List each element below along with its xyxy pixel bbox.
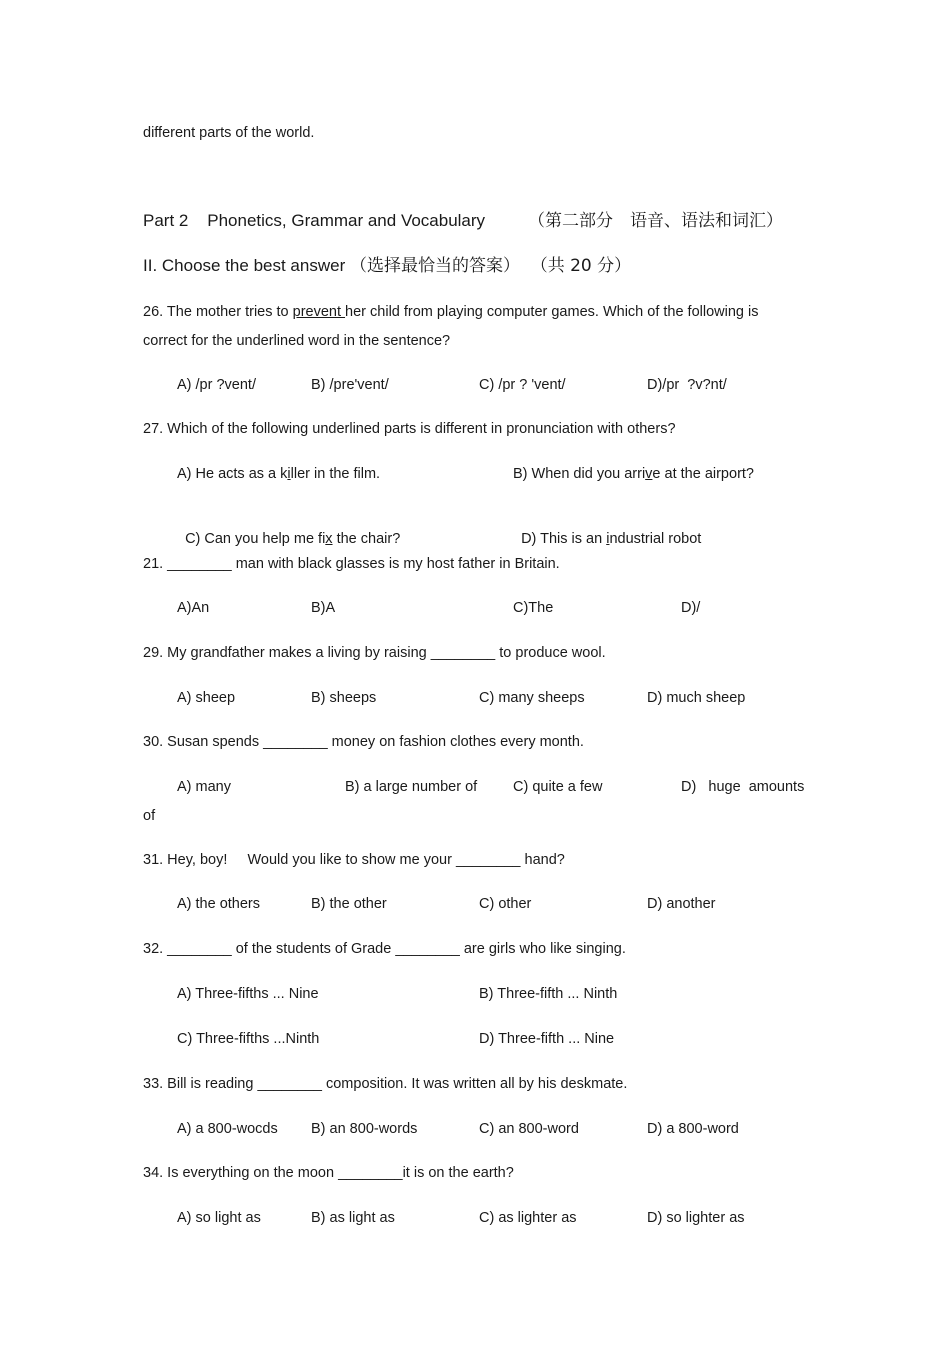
- q27-b-text-after: e at the airport?: [652, 466, 754, 482]
- q29-option-d[interactable]: D) much sheep: [647, 690, 746, 706]
- q34-option-c[interactable]: C) as lighter as: [479, 1210, 577, 1226]
- q30-option-d[interactable]: D) huge amounts: [681, 779, 805, 795]
- q32-option-a[interactable]: A) Three-fifths ... Nine: [177, 986, 319, 1002]
- q27-c-underlined: x: [325, 531, 333, 547]
- q28-option-d[interactable]: D)/: [681, 600, 701, 616]
- question-26: [143, 302, 758, 322]
- q28-option-b[interactable]: B)A: [311, 600, 336, 616]
- q31-option-a[interactable]: A) the others: [177, 896, 261, 912]
- q29-option-c[interactable]: C) many sheeps: [479, 690, 585, 706]
- q26-underlined-word: prevent: [292, 304, 346, 320]
- q34-option-a[interactable]: A) so light as: [177, 1210, 261, 1226]
- q26-option-b[interactable]: B) /pre'vent/: [311, 377, 389, 393]
- section-header-score: （共 20 分）: [530, 256, 632, 276]
- q26-text-before: 26. The mother tries to: [143, 304, 293, 320]
- q26-option-d[interactable]: D)/pr ?v?nt/: [647, 377, 727, 393]
- q26-option-c[interactable]: C) /pr ? 'vent/: [479, 377, 566, 393]
- q27-d-underlined: i: [606, 531, 610, 547]
- part-header-cn: （第二部分 语音、语法和词汇）: [528, 211, 783, 231]
- question-31: 31. Hey, boy! Would you like to show me your ________ hand?: [143, 852, 565, 868]
- q27-a-text-after: ller in the film.: [290, 466, 381, 482]
- section-header-en: II. Choose the best answer: [143, 256, 346, 275]
- question-29: 29. My grandfather makes a living by raising ________ to produce wool.: [143, 645, 606, 661]
- q28-option-c[interactable]: C)The: [513, 600, 554, 616]
- question-26-line2: correct for the underlined word in the sentence?: [143, 333, 451, 349]
- q27-b-underlined: v: [645, 466, 653, 482]
- q29-option-a[interactable]: A) sheep: [177, 690, 236, 706]
- continuation-text: different parts of the world.: [143, 125, 315, 141]
- question-28: 21. ________ man with black glasses is my host father in Britain.: [143, 556, 560, 572]
- q29-option-b[interactable]: B) sheeps: [311, 690, 377, 706]
- q31-option-d[interactable]: D) another: [647, 896, 716, 912]
- q31-option-b[interactable]: B) the other: [311, 896, 387, 912]
- section-header-cn: （选择最恰当的答案）: [349, 256, 520, 276]
- q26-text-after: her child from playing computer games. Which of the following is: [345, 304, 759, 320]
- q27-option-a[interactable]: [177, 464, 380, 484]
- q26-option-a[interactable]: A) /pr ?vent/: [177, 377, 256, 393]
- q33-option-d[interactable]: D) a 800-word: [647, 1121, 739, 1137]
- q33-option-c[interactable]: C) an 800-word: [479, 1121, 579, 1137]
- question-33: 33. Bill is reading ________ composition. It was written all by his deskmate.: [143, 1076, 628, 1092]
- part-header-en: Part 2 Phonetics, Grammar and Vocabulary: [143, 211, 486, 230]
- q27-d-text: D) This is an: [521, 531, 607, 547]
- q30-option-d-wrap: of: [143, 808, 156, 824]
- q32-option-c[interactable]: C) Three-fifths ...Ninth: [177, 1031, 320, 1047]
- q27-option-b[interactable]: [513, 464, 754, 484]
- q34-option-b[interactable]: B) as light as: [311, 1210, 395, 1226]
- q30-option-b[interactable]: B) a large number of: [345, 779, 478, 795]
- part-header: [143, 211, 485, 231]
- question-30: 30. Susan spends ________ money on fashion clothes every month.: [143, 734, 584, 750]
- question-32: 32. ________ of the students of Grade ________ are girls who like singing.: [143, 941, 626, 957]
- q30-option-a[interactable]: A) many: [177, 779, 231, 795]
- q33-option-b[interactable]: B) an 800-words: [311, 1121, 418, 1137]
- q27-d-text-after: ndustrial robot: [609, 531, 702, 547]
- q30-option-c[interactable]: C) quite a few: [513, 779, 603, 795]
- q27-c-text: C) Can you help me fi: [185, 531, 326, 547]
- q32-option-b[interactable]: B) Three-fifth ... Ninth: [479, 986, 618, 1002]
- question-27: 27. Which of the following underlined parts is different in pronunciation with others?: [143, 421, 676, 437]
- q27-option-d[interactable]: [513, 509, 701, 549]
- q32-option-d[interactable]: D) Three-fifth ... Nine: [479, 1031, 615, 1047]
- q33-option-a[interactable]: A) a 800-wocds: [177, 1121, 278, 1137]
- q34-option-d[interactable]: D) so lighter as: [647, 1210, 745, 1226]
- q31-option-c[interactable]: C) other: [479, 896, 532, 912]
- q28-option-a[interactable]: A)An: [177, 600, 210, 616]
- section-header: [143, 256, 631, 276]
- q27-c-text-after: the chair?: [332, 531, 401, 547]
- q27-option-c[interactable]: [177, 509, 400, 549]
- q27-a-text: A) He acts as a k: [177, 466, 288, 482]
- q27-b-text: B) When did you arri: [513, 466, 646, 482]
- q27-a-underlined: i: [287, 466, 291, 482]
- question-34: 34. Is everything on the moon ________it is on the earth?: [143, 1165, 514, 1181]
